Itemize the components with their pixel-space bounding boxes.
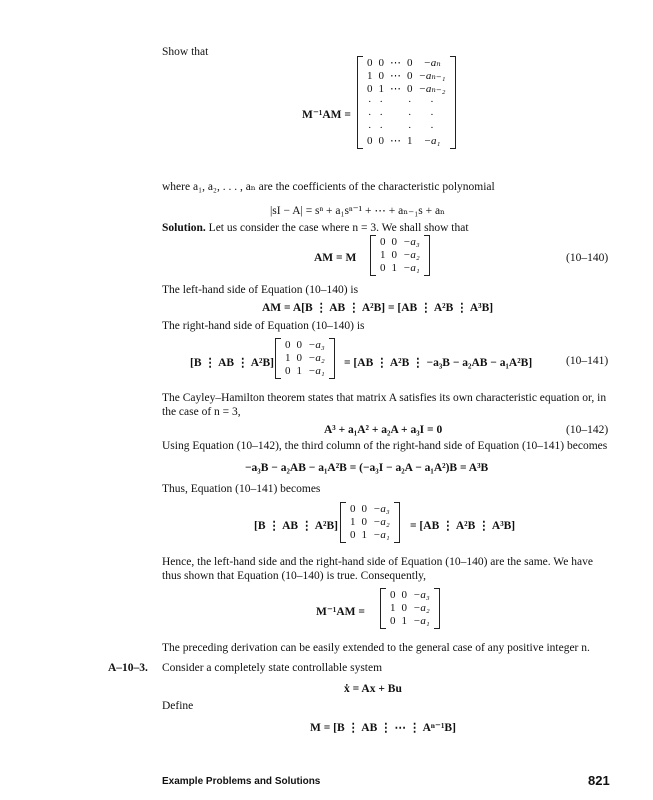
define-text: Define xyxy=(162,700,194,712)
lhs-text: The left-hand side of Equation (10–140) is xyxy=(162,284,359,296)
preceding-text: The preceding derivation can be easily extended to the general case of any positive integer n. xyxy=(162,642,590,654)
solution-label: Solution. xyxy=(162,222,206,234)
problem-label: A–10–3. xyxy=(108,662,148,674)
eq142-number: (10–142) xyxy=(566,424,609,436)
page-number: 821 xyxy=(588,773,610,788)
solution-line xyxy=(162,222,469,234)
eq-final-matrix: 0 0 −a₃ 1 0 −a₂ 0 1 −a₁ xyxy=(380,588,440,629)
footer-title: Example Problems and Solutions xyxy=(162,776,321,787)
m-definition: M = [B ⋮ AB ⋮ ⋯ ⋮ Aⁿ⁻¹B] xyxy=(310,722,456,734)
hence-text-1: Hence, the left-hand side and the right-hand side of Equation (10–140) are the same. We have xyxy=(162,556,593,568)
thus-text: Thus, Equation (10–141) becomes xyxy=(162,483,321,495)
char-poly: |sI − A| = sⁿ + a₁sⁿ⁻¹ + ⋯ + aₙ₋₁s + aₙ xyxy=(270,205,446,217)
m1-matrix: 0 0 ⋯ 0 −aₙ 1 0 ⋯ 0 −aₙ₋₁ 0 1 ⋯ 0 −aₙ₋₂ · · · · · · · · · · · · 0 0 ⋯ 1 −a₁ xyxy=(357,56,456,149)
where-text: where a₁, a₂, . . . , aₙ are the coefficients of the characteristic polynomial xyxy=(162,181,495,193)
eq141-number: (10–141) xyxy=(566,355,609,367)
third-column-eq: −a₃B − a₂AB − a₁A²B = (−a₃I − a₂A − a₁A²)B = A³B xyxy=(245,462,489,474)
m1-lhs: M⁻¹AM = xyxy=(302,109,351,121)
eq140-lhs: AM = M xyxy=(314,252,357,264)
solution-text: Let us consider the case where n = 3. We shall show that xyxy=(208,222,469,234)
eq141-left: [B ⋮ AB ⋮ A²B] xyxy=(190,357,274,369)
intro-text: Show that xyxy=(162,46,209,58)
eq140-number: (10–140) xyxy=(566,252,609,264)
rhs-text: The right-hand side of Equation (10–140) is xyxy=(162,320,365,332)
state-equation: ẋ = Ax + Bu xyxy=(344,683,402,695)
eq142-expr: A³ + a₁A² + a₂A + a₃I = 0 xyxy=(324,424,443,436)
eq-thus-right: = [AB ⋮ A²B ⋮ A³B] xyxy=(410,520,516,532)
eq140-matrix: 0 0 −a₃ 1 0 −a₂ 0 1 −a₁ xyxy=(370,235,430,276)
hence-text-2: thus shown that Equation (10–140) is true. Consequently, xyxy=(162,570,427,582)
cayley-text-1: The Cayley–Hamilton theorem states that matrix A satisfies its own characteristic equation or, in xyxy=(162,392,607,404)
eq-thus-left: [B ⋮ AB ⋮ A²B] xyxy=(254,520,338,532)
eq141-right: = [AB ⋮ A²B ⋮ −a₃B − a₂AB − a₁A²B] xyxy=(344,357,533,369)
problem-text: Consider a completely state controllable system xyxy=(162,662,383,674)
eq-final-lhs: M⁻¹AM = xyxy=(316,606,365,618)
using-text: Using Equation (10–142), the third column of the right-hand side of Equation (10–141) becomes xyxy=(162,440,608,452)
eq141-matrix: 0 0 −a₃ 1 0 −a₂ 0 1 −a₁ xyxy=(275,338,335,379)
lhs-equation: AM = A[B ⋮ AB ⋮ A²B] = [AB ⋮ A²B ⋮ A³B] xyxy=(262,302,494,314)
cayley-text-2: the case of n = 3, xyxy=(162,406,241,418)
eq-thus-matrix: 0 0 −a₃ 1 0 −a₂ 0 1 −a₁ xyxy=(340,502,400,543)
